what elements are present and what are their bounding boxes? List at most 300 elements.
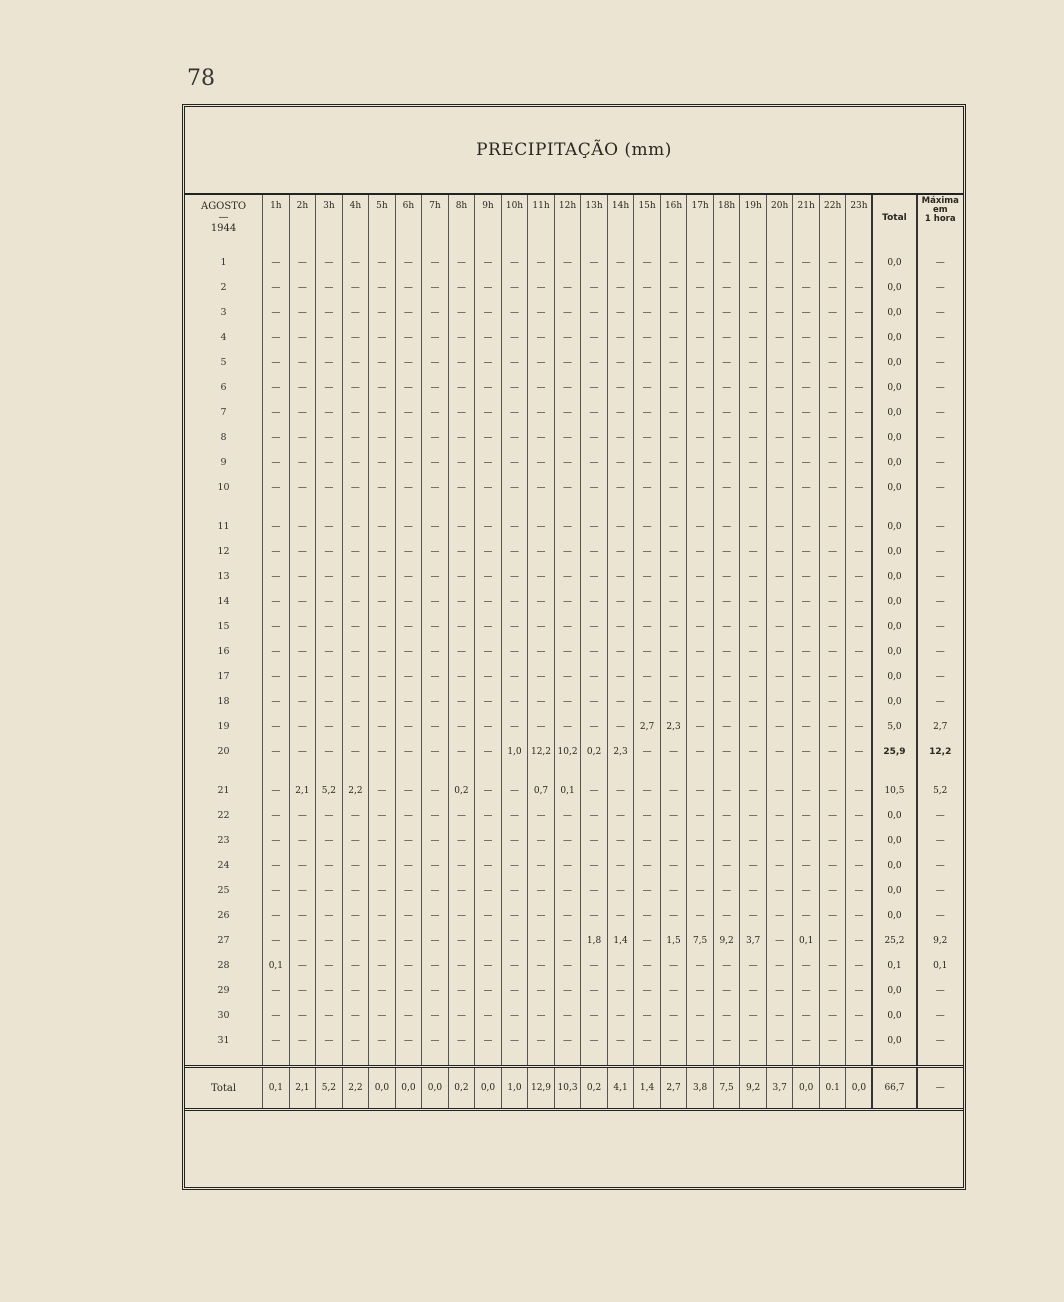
hour-value-cell: —: [687, 375, 714, 400]
hour-total-cell: 0,2: [448, 1067, 475, 1110]
hour-value-cell: —: [395, 450, 422, 475]
hour-value-cell: —: [475, 978, 502, 1003]
hour-value-cell: —: [740, 325, 767, 350]
hour-value-cell: —: [528, 240, 555, 275]
hour-value-cell: —: [793, 500, 820, 539]
hour-value-cell: —: [687, 500, 714, 539]
day-max-cell: —: [917, 375, 964, 400]
hour-value-cell: —: [740, 714, 767, 739]
hour-value-cell: —: [793, 714, 820, 739]
hour-value-cell: —: [475, 639, 502, 664]
hour-value-cell: —: [581, 425, 608, 450]
hour-value-cell: —: [554, 475, 581, 500]
hour-value-cell: —: [422, 350, 449, 375]
hour-value-cell: —: [687, 689, 714, 714]
hour-value-cell: —: [793, 689, 820, 714]
hour-value-cell: —: [528, 639, 555, 664]
hour-value-cell: —: [687, 400, 714, 425]
hour-value-cell: —: [660, 275, 687, 300]
hour-value-cell: —: [342, 828, 369, 853]
hour-value-cell: —: [554, 450, 581, 475]
hour-value-cell: —: [263, 564, 290, 589]
day-max-cell: —: [917, 1028, 964, 1067]
hour-value-cell: —: [395, 614, 422, 639]
hour-value-cell: —: [395, 589, 422, 614]
hour-value-cell: —: [607, 375, 634, 400]
hour-value-cell: —: [316, 689, 343, 714]
hour-value-cell: 1,8: [581, 928, 608, 953]
hour-value-cell: —: [342, 350, 369, 375]
hour-value-cell: —: [793, 664, 820, 689]
hour-value-cell: —: [342, 853, 369, 878]
hour-value-cell: —: [422, 664, 449, 689]
hour-value-cell: —: [846, 1003, 873, 1028]
hour-value-cell: —: [554, 803, 581, 828]
day-cell: 5: [220, 357, 227, 368]
hour-value-cell: —: [422, 878, 449, 903]
hour-value-cell: —: [607, 400, 634, 425]
hour-value-cell: —: [263, 350, 290, 375]
hour-value-cell: —: [687, 539, 714, 564]
hour-total-cell: 0.1: [819, 1067, 846, 1110]
hour-value-cell: —: [793, 614, 820, 639]
header-month-year: [185, 195, 263, 240]
total-header: Total: [872, 195, 916, 240]
hour-value-cell: —: [289, 903, 316, 928]
hour-value-cell: —: [289, 639, 316, 664]
hour-value-cell: —: [342, 878, 369, 903]
hour-value-cell: —: [793, 450, 820, 475]
day-max-cell: —: [917, 1003, 964, 1028]
hour-value-cell: —: [581, 564, 608, 589]
hour-value-cell: —: [740, 614, 767, 639]
hour-value-cell: —: [448, 400, 475, 425]
hour-value-cell: —: [501, 300, 528, 325]
hour-value-cell: —: [342, 539, 369, 564]
hour-value-cell: —: [766, 664, 793, 689]
hour-value-cell: —: [793, 400, 820, 425]
hour-value-cell: —: [448, 664, 475, 689]
hour-value-cell: —: [475, 425, 502, 450]
hour-value-cell: —: [369, 240, 396, 275]
hour-value-cell: —: [475, 614, 502, 639]
hour-value-cell: —: [528, 589, 555, 614]
hour-value-cell: —: [395, 689, 422, 714]
hour-value-cell: —: [846, 589, 873, 614]
hour-value-cell: —: [448, 1003, 475, 1028]
hour-value-cell: —: [660, 953, 687, 978]
day-cell: 31: [217, 1035, 230, 1046]
hour-value-cell: —: [634, 539, 661, 564]
hour-value-cell: —: [766, 375, 793, 400]
hour-value-cell: —: [342, 564, 369, 589]
hour-value-cell: —: [422, 764, 449, 803]
hour-value-cell: —: [819, 475, 846, 500]
hour-value-cell: —: [369, 764, 396, 803]
hour-value-cell: —: [422, 928, 449, 953]
table-row: [185, 853, 963, 878]
day-cell: 24: [217, 860, 230, 871]
hour-value-cell: —: [448, 614, 475, 639]
hour-value-cell: —: [289, 400, 316, 425]
day-cell: 7: [220, 407, 227, 418]
day-total-cell: 0,0: [872, 589, 916, 614]
hour-value-cell: —: [660, 828, 687, 853]
day-total-cell: 0,1: [872, 953, 916, 978]
hour-value-cell: 2,1: [289, 764, 316, 803]
hour-value-cell: —: [369, 664, 396, 689]
hour-value-cell: —: [528, 325, 555, 350]
hour-value-cell: —: [687, 1028, 714, 1067]
hour-value-cell: —: [263, 325, 290, 350]
hour-value-cell: —: [528, 953, 555, 978]
hour-value-cell: —: [342, 589, 369, 614]
day-cell: 15: [217, 621, 230, 632]
hour-value-cell: —: [422, 853, 449, 878]
hour-value-cell: —: [422, 240, 449, 275]
hour-value-cell: —: [713, 903, 740, 928]
hour-value-cell: —: [846, 450, 873, 475]
hour-value-cell: —: [819, 639, 846, 664]
hour-value-cell: —: [740, 903, 767, 928]
hour-value-cell: —: [501, 664, 528, 689]
hour-value-cell: —: [846, 564, 873, 589]
table-row: [185, 375, 963, 400]
day-cell: 26: [217, 910, 230, 921]
hour-value-cell: —: [448, 803, 475, 828]
hour-value-cell: 2,7: [634, 714, 661, 739]
hour-value-cell: —: [475, 240, 502, 275]
hour-value-cell: —: [819, 240, 846, 275]
hour-value-cell: —: [501, 878, 528, 903]
hour-value-cell: —: [342, 714, 369, 739]
hour-value-cell: —: [289, 953, 316, 978]
hour-value-cell: —: [634, 450, 661, 475]
hour-value-cell: —: [793, 978, 820, 1003]
hour-value-cell: —: [263, 739, 290, 764]
day-max-cell: —: [917, 614, 964, 639]
day-max-cell: 12,2: [917, 739, 964, 764]
hour-value-cell: —: [448, 500, 475, 539]
hour-value-cell: —: [289, 375, 316, 400]
hour-value-cell: —: [846, 764, 873, 803]
hour-header: 8h: [448, 195, 475, 240]
hour-value-cell: —: [395, 714, 422, 739]
hour-value-cell: —: [342, 475, 369, 500]
hour-value-cell: —: [846, 978, 873, 1003]
hour-value-cell: —: [369, 450, 396, 475]
hour-value-cell: 12,2: [528, 739, 555, 764]
hour-value-cell: —: [422, 589, 449, 614]
hour-value-cell: 9,2: [713, 928, 740, 953]
hour-value-cell: —: [554, 350, 581, 375]
hour-value-cell: —: [846, 275, 873, 300]
hour-total-cell: 0,0: [793, 1067, 820, 1110]
hour-value-cell: —: [660, 564, 687, 589]
day-max-cell: —: [917, 275, 964, 300]
hour-value-cell: —: [793, 539, 820, 564]
hour-value-cell: —: [660, 325, 687, 350]
hour-value-cell: —: [581, 450, 608, 475]
hour-value-cell: —: [369, 739, 396, 764]
hour-value-cell: —: [793, 828, 820, 853]
hour-value-cell: —: [687, 350, 714, 375]
hour-value-cell: 0,2: [581, 739, 608, 764]
hour-value-cell: —: [766, 614, 793, 639]
hour-value-cell: —: [501, 475, 528, 500]
day-total-cell: 25,9: [872, 739, 916, 764]
hour-value-cell: —: [263, 928, 290, 953]
hour-value-cell: —: [766, 978, 793, 1003]
hour-value-cell: —: [263, 764, 290, 803]
hour-value-cell: —: [422, 400, 449, 425]
hour-value-cell: —: [713, 350, 740, 375]
hour-value-cell: —: [501, 714, 528, 739]
hour-value-cell: —: [263, 903, 290, 928]
hour-value-cell: —: [793, 350, 820, 375]
hour-value-cell: —: [607, 564, 634, 589]
hour-value-cell: —: [819, 375, 846, 400]
hour-value-cell: —: [475, 928, 502, 953]
hour-value-cell: —: [846, 425, 873, 450]
hour-value-cell: —: [263, 639, 290, 664]
day-cell: 29: [217, 985, 230, 996]
hour-value-cell: —: [369, 689, 396, 714]
hour-value-cell: —: [846, 853, 873, 878]
hour-value-cell: —: [289, 325, 316, 350]
day-max-cell: —: [917, 500, 964, 539]
hour-value-cell: —: [369, 1003, 396, 1028]
hour-value-cell: —: [342, 978, 369, 1003]
hour-total-cell: 0,0: [369, 1067, 396, 1110]
hour-value-cell: —: [634, 828, 661, 853]
hour-value-cell: —: [501, 275, 528, 300]
table-row: [185, 400, 963, 425]
hour-value-cell: —: [581, 240, 608, 275]
day-max-cell: —: [917, 300, 964, 325]
hour-value-cell: —: [554, 664, 581, 689]
hour-value-cell: —: [369, 350, 396, 375]
hour-value-cell: —: [687, 450, 714, 475]
hour-value-cell: —: [607, 475, 634, 500]
max-hour-header-line: 1 hora: [924, 214, 956, 224]
hour-value-cell: —: [713, 325, 740, 350]
day-cell: 23: [217, 835, 230, 846]
hour-value-cell: —: [660, 589, 687, 614]
hour-value-cell: —: [634, 475, 661, 500]
hour-value-cell: —: [342, 903, 369, 928]
hour-value-cell: —: [766, 564, 793, 589]
hour-value-cell: —: [475, 689, 502, 714]
day-cell: 12: [217, 546, 230, 557]
hour-value-cell: —: [448, 1028, 475, 1067]
hour-value-cell: —: [289, 614, 316, 639]
hour-value-cell: 2,3: [660, 714, 687, 739]
hour-value-cell: —: [422, 450, 449, 475]
hour-value-cell: —: [554, 903, 581, 928]
hour-value-cell: —: [634, 1003, 661, 1028]
hour-value-cell: —: [660, 614, 687, 639]
hour-value-cell: —: [448, 739, 475, 764]
hour-value-cell: —: [713, 589, 740, 614]
hour-value-cell: —: [634, 500, 661, 539]
day-max-cell: —: [917, 803, 964, 828]
hour-value-cell: —: [369, 325, 396, 350]
hour-value-cell: —: [475, 475, 502, 500]
hour-value-cell: —: [554, 589, 581, 614]
hour-value-cell: —: [316, 450, 343, 475]
hour-value-cell: —: [395, 928, 422, 953]
table-row: [185, 664, 963, 689]
hour-value-cell: —: [607, 1028, 634, 1067]
hour-value-cell: —: [740, 689, 767, 714]
hour-value-cell: —: [422, 425, 449, 450]
hour-value-cell: —: [289, 714, 316, 739]
hour-value-cell: —: [793, 300, 820, 325]
hour-value-cell: —: [581, 764, 608, 803]
hour-value-cell: —: [422, 475, 449, 500]
day-cell: 8: [220, 432, 227, 443]
hour-value-cell: —: [660, 1003, 687, 1028]
hour-value-cell: —: [501, 689, 528, 714]
hour-value-cell: —: [634, 689, 661, 714]
table-row: [185, 325, 963, 350]
hour-value-cell: —: [766, 589, 793, 614]
hour-value-cell: —: [475, 275, 502, 300]
hour-value-cell: —: [263, 1003, 290, 1028]
hour-value-cell: —: [395, 878, 422, 903]
hour-value-cell: —: [395, 350, 422, 375]
hour-value-cell: —: [793, 639, 820, 664]
day-max-cell: 2,7: [917, 714, 964, 739]
hour-value-cell: —: [713, 539, 740, 564]
day-cell: 19: [217, 721, 230, 732]
hour-value-cell: —: [369, 803, 396, 828]
hour-value-cell: —: [713, 714, 740, 739]
hour-value-cell: —: [422, 639, 449, 664]
day-max-cell: —: [917, 350, 964, 375]
hour-value-cell: —: [846, 739, 873, 764]
day-total-cell: 0,0: [872, 275, 916, 300]
day-total-cell: 0,0: [872, 903, 916, 928]
hour-value-cell: —: [369, 500, 396, 539]
hour-value-cell: —: [528, 275, 555, 300]
hour-value-cell: —: [819, 853, 846, 878]
hour-value-cell: —: [316, 639, 343, 664]
hour-total-cell: 1,0: [501, 1067, 528, 1110]
hour-value-cell: —: [263, 689, 290, 714]
hour-value-cell: —: [634, 375, 661, 400]
hour-value-cell: —: [342, 1003, 369, 1028]
hour-value-cell: —: [766, 828, 793, 853]
hour-value-cell: —: [289, 589, 316, 614]
hour-value-cell: —: [713, 1003, 740, 1028]
hour-header: 20h: [766, 195, 793, 240]
hour-value-cell: —: [369, 714, 396, 739]
hour-value-cell: —: [740, 953, 767, 978]
hour-value-cell: —: [289, 475, 316, 500]
hour-value-cell: —: [846, 664, 873, 689]
hour-value-cell: —: [687, 878, 714, 903]
day-max-cell: —: [917, 689, 964, 714]
hour-value-cell: —: [687, 300, 714, 325]
hour-value-cell: —: [713, 240, 740, 275]
hour-value-cell: —: [316, 325, 343, 350]
hour-value-cell: —: [607, 714, 634, 739]
hour-value-cell: —: [607, 539, 634, 564]
hour-value-cell: —: [501, 978, 528, 1003]
hour-value-cell: —: [766, 450, 793, 475]
hour-header: 6h: [395, 195, 422, 240]
hour-value-cell: —: [342, 275, 369, 300]
day-cell: 25: [217, 885, 230, 896]
hour-value-cell: —: [846, 350, 873, 375]
table-row: [185, 240, 963, 275]
hour-value-cell: 3,7: [740, 928, 767, 953]
day-total-cell: 10,5: [872, 764, 916, 803]
hour-value-cell: 0,7: [528, 764, 555, 803]
hour-value-cell: —: [713, 564, 740, 589]
hour-value-cell: —: [846, 714, 873, 739]
hour-value-cell: —: [369, 589, 396, 614]
hour-value-cell: —: [713, 803, 740, 828]
hour-value-cell: —: [819, 614, 846, 639]
table-row: [185, 903, 963, 928]
hour-value-cell: —: [740, 400, 767, 425]
day-max-cell: —: [917, 400, 964, 425]
hour-value-cell: —: [554, 614, 581, 639]
hour-value-cell: —: [342, 639, 369, 664]
header-month: AGOSTO: [200, 201, 247, 212]
total-row: [185, 1067, 963, 1110]
hour-value-cell: —: [289, 878, 316, 903]
hour-value-cell: —: [793, 1003, 820, 1028]
header-dash: —: [218, 212, 229, 223]
hour-value-cell: —: [422, 275, 449, 300]
hour-value-cell: —: [528, 539, 555, 564]
hour-value-cell: —: [581, 903, 608, 928]
hour-value-cell: —: [766, 953, 793, 978]
hour-value-cell: —: [554, 639, 581, 664]
hour-value-cell: —: [713, 375, 740, 400]
hour-value-cell: —: [289, 500, 316, 539]
max-hour-header: [917, 195, 964, 240]
table-row: [185, 589, 963, 614]
hour-value-cell: 0,1: [793, 928, 820, 953]
hour-value-cell: —: [342, 500, 369, 539]
hour-value-cell: —: [342, 240, 369, 275]
hour-value-cell: —: [634, 903, 661, 928]
hour-value-cell: —: [713, 275, 740, 300]
hour-value-cell: —: [766, 350, 793, 375]
max-hour-header-line: em: [932, 205, 948, 215]
hour-value-cell: —: [316, 564, 343, 589]
table-row: [185, 425, 963, 450]
hour-value-cell: —: [554, 1003, 581, 1028]
hour-value-cell: —: [369, 853, 396, 878]
hour-value-cell: —: [263, 803, 290, 828]
hour-header: 10h: [501, 195, 528, 240]
hour-value-cell: —: [740, 639, 767, 664]
hour-value-cell: —: [740, 564, 767, 589]
hour-value-cell: —: [660, 664, 687, 689]
hour-value-cell: —: [501, 240, 528, 275]
hour-header: 3h: [316, 195, 343, 240]
table-row: [185, 714, 963, 739]
hour-value-cell: —: [846, 953, 873, 978]
day-max-cell: —: [917, 903, 964, 928]
hour-value-cell: —: [634, 664, 661, 689]
